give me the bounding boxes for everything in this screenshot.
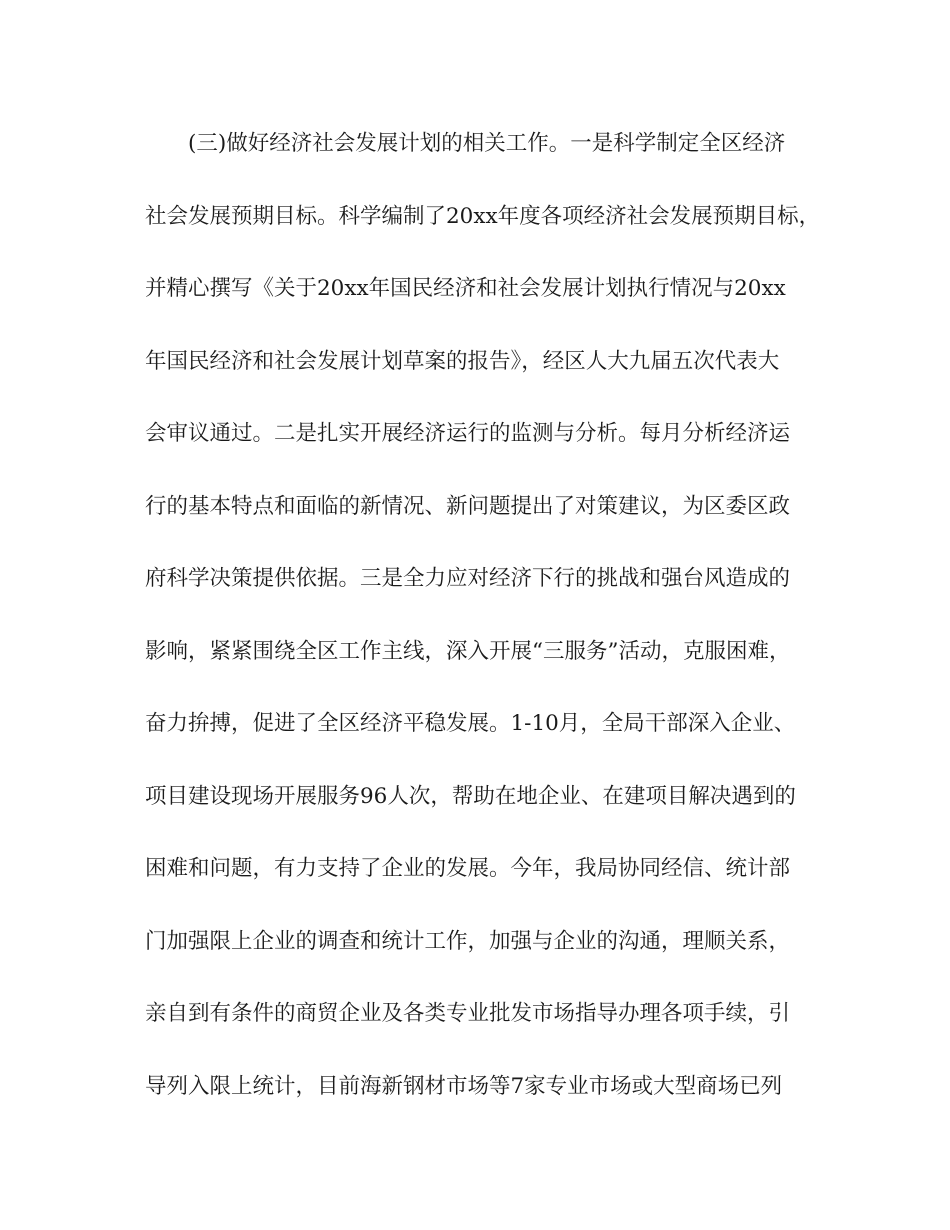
text-line: 并精心撰写《关于20xx年国民经济和社会发展计划执行情况与20xx — [145, 276, 786, 301]
document-body — [145, 122, 825, 1137]
text-line: 会审议通过。二是扎实开展经济运行的监测与分析。每月分析经济运 — [145, 421, 791, 446]
text-line: 导列入限上统计，目前海新钢材市场等7家专业市场或大型商场已列 — [145, 1073, 783, 1099]
text-line: 门加强限上企业的调查和统计工作，加强与企业的沟通，理顺关系， — [145, 928, 791, 954]
text-line: 亲自到有条件的商贸企业及各类专业批发市场指导办理各项手续，引 — [145, 1001, 791, 1026]
text-line: 项目建设现场开展服务96人次，帮助在地企业、在建项目解决遇到的 — [145, 783, 796, 809]
text-line: 奋力拚搏，促进了全区经济平稳发展。1-10月，全局干部深入企业、 — [145, 711, 796, 736]
text-line: 年国民经济和社会发展计划草案的报告》，经区人大九届五次代表大 — [145, 348, 780, 374]
text-line: 府科学决策提供依据。三是全力应对经济下行的挑战和强台风造成的 — [145, 566, 791, 591]
text-line: 社会发展预期目标。科学编制了20xx年度各项经济社会发展预期目标， — [145, 203, 821, 229]
text-line: 影响，紧紧围绕全区工作主线，深入开展“三服务”活动，克服困难， — [145, 638, 791, 664]
text-line: 困难和问题，有力支持了企业的发展。今年，我局协同经信、统计部 — [145, 856, 791, 881]
text-line: (三)做好经济社会发展计划的相关工作。一是科学制定全区经济 — [188, 131, 786, 156]
text-line: 行的基本特点和面临的新情况、新问题提出了对策建议，为区委区政 — [145, 493, 791, 519]
